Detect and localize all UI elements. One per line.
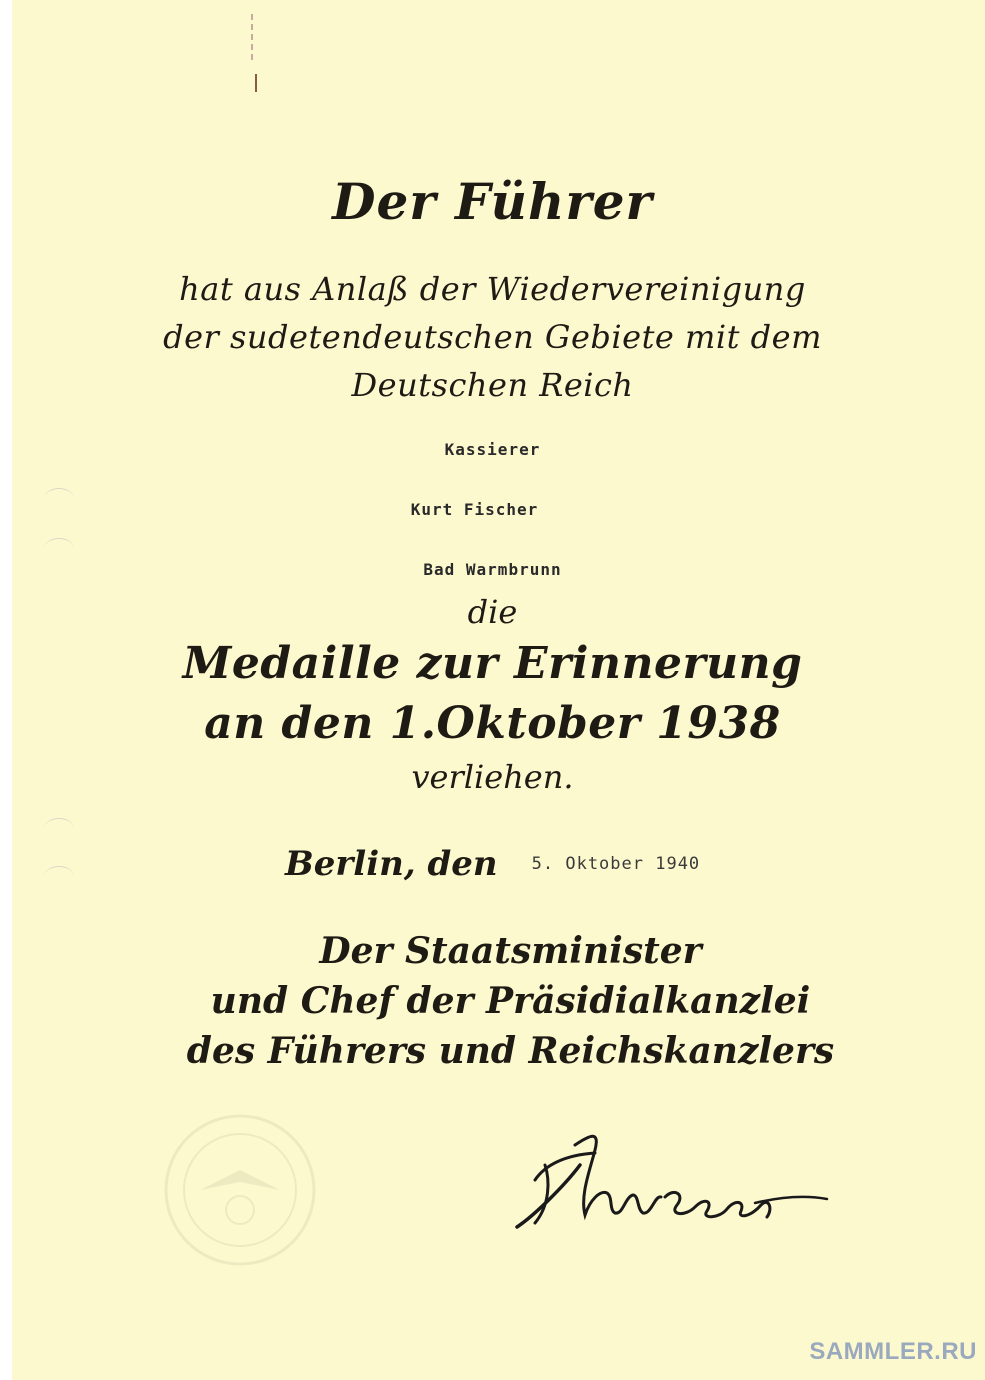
- issuer-line-2: und Chef der Präsidialkanzlei: [210, 980, 811, 1022]
- issue-date: 5. Oktober 1940: [531, 854, 701, 874]
- issuer-line-3: des Führers und Reichskanzlers: [186, 1030, 835, 1072]
- intro-line-1: hat aus Anlaß der Wiedervereinigung: [179, 270, 806, 308]
- award-prefix: die: [467, 593, 518, 631]
- intro-line-2: der sudetendeutschen Gebiete mit dem: [163, 318, 822, 356]
- issuer-line-1: Der Staatsminister: [319, 930, 702, 972]
- punch-hole: [44, 818, 74, 839]
- award-suffix: verliehen.: [411, 758, 574, 796]
- punch-hole: [44, 538, 74, 559]
- award-title-line-1: Medaille zur Erinnerung: [182, 638, 803, 689]
- punch-hole: [44, 866, 74, 887]
- recipient-place: Bad Warmbrunn: [423, 560, 562, 579]
- watermark: SAMMLER.RU: [809, 1338, 977, 1365]
- certificate-title: Der Führer: [332, 172, 653, 231]
- intro-line-3: Deutschen Reich: [351, 366, 634, 404]
- place-date-line: [285, 844, 700, 884]
- recipient-rank: Kassierer: [444, 440, 541, 459]
- paper-mark: [248, 14, 260, 92]
- place-date-label: Berlin, den: [285, 844, 498, 884]
- embossed-seal-icon: [160, 1110, 320, 1270]
- recipient-name: Kurt Fischer: [410, 500, 539, 519]
- signature: [505, 1125, 835, 1235]
- award-title-line-2: an den 1.Oktober 1938: [204, 698, 781, 749]
